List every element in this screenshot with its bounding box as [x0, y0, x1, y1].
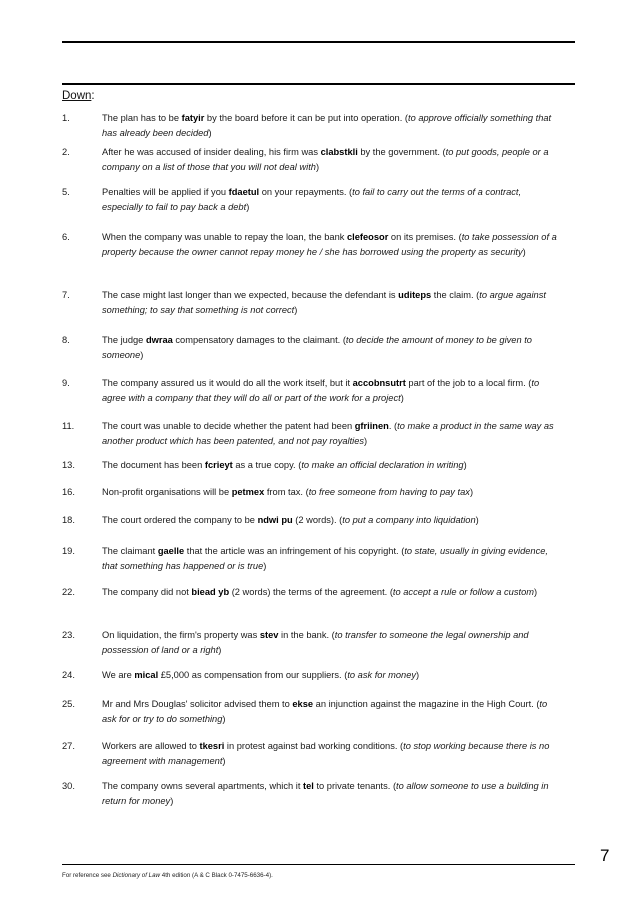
clue-sentence-end: (2 words) the terms of the agreement. ( — [229, 587, 393, 597]
clue-sentence-start: Non-profit organisations will be — [102, 487, 232, 497]
clue-item — [62, 419, 557, 449]
clue-answer-anagram: gfriinen — [354, 421, 389, 431]
clue-close-paren: ) — [416, 670, 420, 680]
heading-text: Down — [62, 90, 92, 102]
clue-number: 9. — [62, 378, 70, 388]
clue-definition: to put goods, people or a company on a list of those that you will not deal with — [102, 147, 549, 172]
clue-text — [102, 513, 557, 528]
footer-prefix: For reference see — [62, 872, 113, 879]
clue-answer-anagram: tkesri — [199, 741, 225, 751]
clue-sentence-start: On liquidation, the firm's property was — [102, 630, 260, 640]
footer-rule — [62, 864, 575, 865]
clue-text — [102, 697, 557, 727]
clue-text — [102, 185, 557, 215]
clue-close-paren: ) — [140, 350, 144, 360]
clue-item — [62, 111, 557, 141]
clue-close-paren: ) — [218, 645, 222, 655]
clue-sentence-start: The claimant — [102, 546, 158, 556]
clue-close-paren: ) — [315, 162, 320, 172]
clue-text — [102, 333, 557, 363]
clue-sentence-end: on your repayments. ( — [259, 187, 353, 197]
clue-sentence-end: to private tenants. ( — [313, 781, 397, 791]
clue-definition: to accept a rule or follow a custom — [392, 587, 534, 597]
clue-text — [102, 419, 557, 449]
clue-number: 24. — [62, 670, 75, 680]
clue-item — [62, 230, 557, 260]
clue-sentence-start: Mr and Mrs Douglas' solicitor advised them to — [102, 699, 293, 709]
clue-answer-anagram: clefeosor — [346, 232, 389, 242]
clue-text — [102, 668, 557, 683]
clue-close-paren: ) — [294, 305, 298, 315]
clue-text — [102, 111, 557, 141]
clue-definition: to agree with a company that they will do all or part of the work for a project — [102, 378, 540, 403]
heading-colon: : — [91, 90, 95, 102]
clue-item — [62, 585, 557, 600]
clue-sentence-end: part of the job to a local firm. ( — [405, 378, 532, 388]
clue-item — [62, 485, 557, 500]
clue-sentence-start: After he was accused of insider dealing, his firm was — [102, 147, 321, 157]
clue-number: 6. — [62, 232, 70, 242]
clue-close-paren: ) — [522, 247, 526, 257]
footer-suffix: 4th edition (A & C Black 0-7475-6636-4). — [160, 872, 273, 879]
clue-sentence-start: The company owns several apartments, which it — [102, 781, 304, 791]
clue-number: 22. — [62, 587, 75, 597]
clue-number: 30. — [62, 781, 75, 791]
clue-close-paren: ) — [364, 436, 368, 446]
clue-sentence-start: Penalties will be applied if you — [102, 187, 229, 197]
clue-answer-anagram: gaelle — [157, 546, 185, 556]
clue-definition: to stop working because there is no agreement with management — [102, 741, 550, 766]
clue-definition: to make a product in the same way as another product which has been patented, and not pay royalties — [102, 421, 554, 446]
clue-item — [62, 145, 557, 175]
clue-sentence-start: The judge — [102, 335, 146, 345]
footer-book-title: Dictionary of Law — [112, 872, 161, 879]
clue-number: 23. — [62, 630, 75, 640]
clue-answer-anagram: mical — [134, 670, 159, 680]
clue-definition: to transfer to someone the legal ownership and possession of land or a right — [102, 630, 529, 655]
clue-sentence-end: in protest against bad working conditions. ( — [224, 741, 404, 751]
clue-text — [102, 779, 557, 809]
clue-text — [102, 485, 557, 500]
clue-sentence-end: as a true copy. ( — [232, 460, 302, 470]
clue-sentence-end: from tax. ( — [264, 487, 309, 497]
clue-close-paren: ) — [222, 756, 226, 766]
clue-sentence-start: Workers are allowed to — [102, 741, 200, 751]
clue-definition: to decide the amount of money to be given to someone — [102, 335, 532, 360]
clue-definition: to put a company into liquidation — [342, 515, 476, 525]
clue-definition: to free someone from having to pay tax — [308, 487, 470, 497]
clue-sentence-end: that the article was an infringement of his copyright. ( — [184, 546, 405, 556]
clue-sentence-end: (2 words). ( — [292, 515, 343, 525]
clue-text — [102, 145, 557, 175]
clue-sentence-end: in the bank. ( — [278, 630, 335, 640]
clue-close-paren: ) — [469, 487, 474, 497]
clue-answer-anagram: accobnsutrt — [352, 378, 406, 388]
clue-number: 1. — [62, 113, 70, 123]
clue-answer-anagram: uditeps — [398, 290, 432, 300]
clue-number: 2. — [62, 147, 70, 157]
clue-text — [102, 544, 557, 574]
clue-definition: to approve officially something that has already been decided — [102, 113, 552, 138]
clue-item — [62, 376, 557, 406]
clue-number: 18. — [62, 515, 75, 525]
clue-close-paren: ) — [170, 796, 174, 806]
reference-footer — [62, 872, 273, 879]
clue-number: 25. — [62, 699, 75, 709]
clue-sentence-end: on its premises. ( — [388, 232, 462, 242]
clue-item — [62, 458, 557, 473]
clue-sentence-end: the claim. ( — [431, 290, 480, 300]
clue-answer-anagram: petmex — [231, 487, 265, 497]
clue-close-paren: ) — [475, 515, 479, 525]
clue-item — [62, 697, 557, 727]
clue-item — [62, 628, 557, 658]
clue-sentence-start: When the company was unable to repay the loan, the bank — [102, 232, 347, 242]
clue-close-paren: ) — [246, 202, 250, 212]
page-number: 7 — [600, 846, 610, 865]
clue-number: 13. — [62, 460, 75, 470]
clue-close-paren: ) — [222, 714, 226, 724]
clue-text — [102, 739, 557, 769]
clue-close-paren: ) — [263, 561, 267, 571]
clue-text — [102, 230, 557, 260]
clue-item — [62, 288, 557, 318]
clue-number: 16. — [62, 487, 75, 497]
clue-number: 11. — [62, 421, 75, 431]
clue-sentence-end: . ( — [388, 421, 398, 431]
clue-definition: to allow someone to use a building in return for money — [102, 781, 549, 806]
clue-sentence-start: The court ordered the company to be — [102, 515, 258, 525]
clue-close-paren: ) — [208, 128, 212, 138]
clue-item — [62, 668, 557, 683]
clue-sentence-start: We are — [102, 670, 135, 680]
clue-answer-anagram: ndwi pu — [257, 515, 293, 525]
clue-answer-anagram: ekse — [292, 699, 314, 709]
clue-answer-anagram: fatyir — [181, 113, 205, 123]
clue-sentence-end: an injunction against the magazine in the High Court. ( — [313, 699, 540, 709]
clue-text — [102, 585, 557, 600]
clue-sentence-end: by the board before it can be put into operation. ( — [204, 113, 408, 123]
clue-answer-anagram: dwraa — [145, 335, 173, 345]
clue-number: 27. — [62, 741, 75, 751]
clue-answer-anagram: clabstkli — [320, 147, 358, 157]
clue-item — [62, 739, 557, 769]
clue-answer-anagram: fdaetul — [228, 187, 260, 197]
clue-answer-anagram: biead yb — [191, 587, 230, 597]
clue-number: 8. — [62, 335, 70, 345]
clue-sentence-start: The company did not — [102, 587, 192, 597]
clue-definition: to make an official declaration in writing — [301, 460, 464, 470]
clue-close-paren: ) — [463, 460, 467, 470]
section-rule — [62, 83, 575, 85]
clue-answer-anagram: fcrieyt — [204, 460, 233, 470]
clue-text — [102, 628, 557, 658]
clue-text — [102, 376, 557, 406]
section-heading — [62, 90, 95, 102]
clue-sentence-end: compensatory damages to the claimant. ( — [172, 335, 346, 345]
clue-number: 5. — [62, 187, 70, 197]
clue-definition: to ask for or try to do something — [102, 699, 548, 724]
clue-item — [62, 185, 557, 215]
clue-definition: to fail to carry out the terms of a contract, especially to fail to pay back a debt — [102, 187, 522, 212]
clue-answer-anagram: tel — [303, 781, 314, 791]
clue-sentence-start: The plan has to be — [102, 113, 182, 123]
clue-sentence-start: The case might last longer than we expected, because the defendant is — [102, 290, 399, 300]
clue-sentence-start: The company assured us it would do all the work itself, but it — [102, 378, 353, 388]
clue-number: 19. — [62, 546, 75, 556]
clue-sentence-start: The court was unable to decide whether the patent had been — [102, 421, 355, 431]
clue-item — [62, 513, 557, 528]
clue-sentence-end: by the government. ( — [357, 147, 446, 157]
clue-close-paren: ) — [400, 393, 404, 403]
clue-close-paren: ) — [534, 587, 538, 597]
clue-text — [102, 288, 557, 318]
top-rule — [62, 41, 575, 43]
clue-item — [62, 333, 557, 363]
clue-definition: to ask for money — [347, 670, 417, 680]
clue-item — [62, 779, 557, 809]
clue-answer-anagram: stev — [259, 630, 279, 640]
clue-text — [102, 458, 557, 473]
clue-definition: to argue against something; to say that something is not correct — [102, 290, 546, 315]
clue-item — [62, 544, 557, 574]
clue-sentence-end: £5,000 as compensation from our suppliers. ( — [158, 670, 348, 680]
clue-sentence-start: The document has been — [102, 460, 205, 470]
clue-definition: to state, usually in giving evidence, that something has happened or is true — [102, 546, 548, 571]
clue-definition: to take possession of a property because the owner cannot repay money he / she has borrowed using the property as security — [102, 232, 557, 257]
clue-number: 7. — [62, 290, 70, 300]
